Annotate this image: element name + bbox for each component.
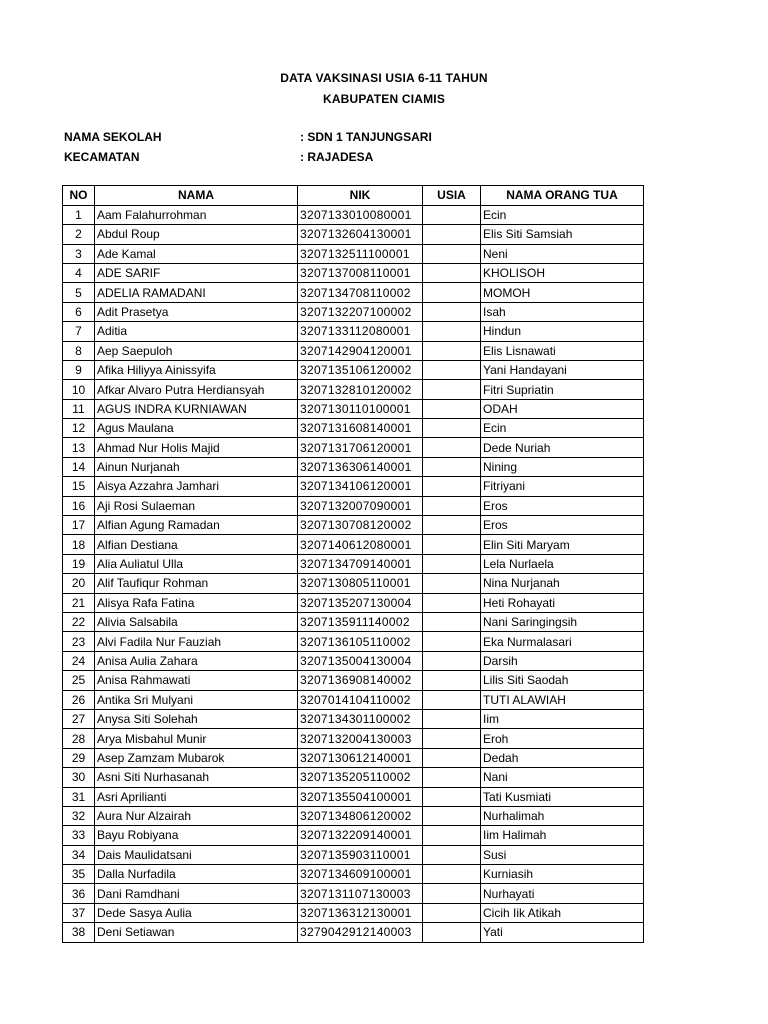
table-row [63, 535, 644, 554]
row-usia [423, 341, 481, 360]
row-usia [423, 690, 481, 709]
row-nik: 3207135106120002 [298, 360, 423, 379]
row-nik: 3207130708120002 [298, 516, 423, 535]
row-nama-orang-tua: MOMOH [481, 283, 644, 302]
row-usia [423, 865, 481, 884]
table-row [63, 593, 644, 612]
row-no: 5 [63, 283, 95, 302]
row-no: 21 [63, 593, 95, 612]
row-no: 3 [63, 244, 95, 263]
row-usia [423, 632, 481, 651]
row-nik: 3207133112080001 [298, 322, 423, 341]
row-no: 9 [63, 360, 95, 379]
district-value: : RAJADESA [300, 150, 374, 164]
row-usia [423, 419, 481, 438]
table-row [63, 768, 644, 787]
table-row [63, 923, 644, 942]
row-nama-orang-tua: TUTI ALAWIAH [481, 690, 644, 709]
row-no: 32 [63, 806, 95, 825]
row-nama: Alia Auliatul Ulla [95, 554, 298, 573]
row-usia [423, 729, 481, 748]
vaccination-table [62, 185, 644, 943]
row-usia [423, 651, 481, 670]
header-nik: NIK [298, 186, 423, 206]
row-nama: Adit Prasetya [95, 302, 298, 321]
row-no: 4 [63, 263, 95, 282]
row-no: 31 [63, 787, 95, 806]
row-usia [423, 360, 481, 379]
row-nama: Asni Siti Nurhasanah [95, 768, 298, 787]
row-nama: Bayu Robiyana [95, 826, 298, 845]
table-row [63, 380, 644, 399]
row-nik: 3207132207100002 [298, 302, 423, 321]
row-nik: 3207131107130003 [298, 884, 423, 903]
table-row [63, 322, 644, 341]
row-no: 29 [63, 748, 95, 767]
row-nik: 3207135004130004 [298, 651, 423, 670]
row-no: 15 [63, 477, 95, 496]
row-nama-orang-tua: Heti Rohayati [481, 593, 644, 612]
row-nama-orang-tua: Dede Nuriah [481, 438, 644, 457]
table-row [63, 399, 644, 418]
header-nama-orang-tua: NAMA ORANG TUA [481, 186, 644, 206]
row-nama-orang-tua: Ecin [481, 205, 644, 224]
row-nik: 3207131608140001 [298, 419, 423, 438]
table-row [63, 516, 644, 535]
title-line-2: KABUPATEN CIAMIS [322, 92, 446, 106]
row-nik: 3207132007090001 [298, 496, 423, 515]
row-nama: Dede Sasya Aulia [95, 903, 298, 922]
row-usia [423, 826, 481, 845]
row-nama-orang-tua: Nurhayati [481, 884, 644, 903]
row-nama-orang-tua: Nining [481, 457, 644, 476]
row-nik: 3207131706120001 [298, 438, 423, 457]
row-no: 27 [63, 709, 95, 728]
row-usia [423, 768, 481, 787]
row-nama-orang-tua: Eros [481, 516, 644, 535]
row-nama: ADE SARIF [95, 263, 298, 282]
row-nama-orang-tua: Nani [481, 768, 644, 787]
row-no: 35 [63, 865, 95, 884]
row-nama-orang-tua: Isah [481, 302, 644, 321]
row-no: 36 [63, 884, 95, 903]
row-nama: Dani Ramdhani [95, 884, 298, 903]
row-usia [423, 593, 481, 612]
row-nama: Anisa Aulia Zahara [95, 651, 298, 670]
row-usia [423, 787, 481, 806]
row-no: 37 [63, 903, 95, 922]
row-nik: 3207134106120001 [298, 477, 423, 496]
table-row [63, 671, 644, 690]
table-row [63, 419, 644, 438]
row-nik: 3207135207130004 [298, 593, 423, 612]
row-usia [423, 748, 481, 767]
row-usia [423, 438, 481, 457]
row-nama-orang-tua: Elis Lisnawati [481, 341, 644, 360]
row-nik: 3207130110100001 [298, 399, 423, 418]
row-no: 28 [63, 729, 95, 748]
row-nama-orang-tua: Lilis Siti Saodah [481, 671, 644, 690]
row-nik: 3207136105110002 [298, 632, 423, 651]
table-row [63, 360, 644, 379]
row-no: 22 [63, 613, 95, 632]
row-nama: Deni Setiawan [95, 923, 298, 942]
row-usia [423, 496, 481, 515]
table-row [63, 865, 644, 884]
row-usia [423, 322, 481, 341]
school-value: : SDN 1 TANJUNGSARI [300, 130, 432, 144]
table-row [63, 748, 644, 767]
row-no: 25 [63, 671, 95, 690]
row-usia [423, 244, 481, 263]
table-row [63, 302, 644, 321]
row-nama-orang-tua: Yati [481, 923, 644, 942]
row-no: 2 [63, 225, 95, 244]
row-nik: 3207134708110002 [298, 283, 423, 302]
row-nama: Antika Sri Mulyani [95, 690, 298, 709]
row-usia [423, 399, 481, 418]
row-no: 23 [63, 632, 95, 651]
row-nama: Afika Hiliyya Ainissyifa [95, 360, 298, 379]
row-no: 8 [63, 341, 95, 360]
row-usia [423, 225, 481, 244]
row-nama: Agus Maulana [95, 419, 298, 438]
row-nik: 3207130805110001 [298, 574, 423, 593]
row-nama-orang-tua: Eroh [481, 729, 644, 748]
row-nama-orang-tua: Cicih Iik Atikah [481, 903, 644, 922]
row-no: 18 [63, 535, 95, 554]
row-usia [423, 283, 481, 302]
table-row [63, 826, 644, 845]
row-no: 6 [63, 302, 95, 321]
table-row [63, 477, 644, 496]
row-nik: 3207134709140001 [298, 554, 423, 573]
table-row [63, 457, 644, 476]
row-nik: 3207134301100002 [298, 709, 423, 728]
table-row [63, 613, 644, 632]
row-nama-orang-tua: Iim [481, 709, 644, 728]
row-nama: AGUS INDRA KURNIAWAN [95, 399, 298, 418]
row-usia [423, 457, 481, 476]
row-nama: Aditia [95, 322, 298, 341]
row-nik: 3207130612140001 [298, 748, 423, 767]
row-nama: Ainun Nurjanah [95, 457, 298, 476]
row-nik: 3207132604130001 [298, 225, 423, 244]
row-no: 20 [63, 574, 95, 593]
row-nama: ADELIA RAMADANI [95, 283, 298, 302]
row-no: 19 [63, 554, 95, 573]
row-nama: Alfian Destiana [95, 535, 298, 554]
row-no: 13 [63, 438, 95, 457]
row-nama: Asep Zamzam Mubarok [95, 748, 298, 767]
row-nama: Aam Falahurrohman [95, 205, 298, 224]
row-nama: Anisa Rahmawati [95, 671, 298, 690]
row-nama: Arya Misbahul Munir [95, 729, 298, 748]
row-nama-orang-tua: Kurniasih [481, 865, 644, 884]
row-nik: 3207136306140001 [298, 457, 423, 476]
table-row [63, 729, 644, 748]
row-nama: Aisya Azzahra Jamhari [95, 477, 298, 496]
header-nama: NAMA [95, 186, 298, 206]
row-nik: 3279042912140003 [298, 923, 423, 942]
row-nama: Alfian Agung Ramadan [95, 516, 298, 535]
row-nik: 3207134806120002 [298, 806, 423, 825]
row-usia [423, 671, 481, 690]
row-usia [423, 923, 481, 942]
row-nik: 3207136312130001 [298, 903, 423, 922]
row-usia [423, 554, 481, 573]
table-row [63, 554, 644, 573]
row-nama: Alvi Fadila Nur Fauziah [95, 632, 298, 651]
table-row [63, 438, 644, 457]
row-nama-orang-tua: Elin Siti Maryam [481, 535, 644, 554]
row-usia [423, 806, 481, 825]
row-nama-orang-tua: KHOLISOH [481, 263, 644, 282]
row-nik: 3207135903110001 [298, 845, 423, 864]
row-nik: 3207132209140001 [298, 826, 423, 845]
table-row [63, 845, 644, 864]
row-nama-orang-tua: Neni [481, 244, 644, 263]
header-no: NO [63, 186, 95, 206]
row-usia [423, 516, 481, 535]
row-nama-orang-tua: Fitri Supriatin [481, 380, 644, 399]
row-usia [423, 302, 481, 321]
row-usia [423, 613, 481, 632]
row-usia [423, 535, 481, 554]
row-nik: 3207132004130003 [298, 729, 423, 748]
row-nama-orang-tua: Darsih [481, 651, 644, 670]
table-row [63, 341, 644, 360]
row-no: 34 [63, 845, 95, 864]
row-usia [423, 205, 481, 224]
row-nama-orang-tua: Fitriyani [481, 477, 644, 496]
row-nama-orang-tua: Iim Halimah [481, 826, 644, 845]
table-row [63, 574, 644, 593]
table-row [63, 283, 644, 302]
row-no: 30 [63, 768, 95, 787]
row-nama: Abdul Roup [95, 225, 298, 244]
table-row [63, 244, 644, 263]
row-usia [423, 574, 481, 593]
row-nama: Aura Nur Alzairah [95, 806, 298, 825]
row-nik: 3207133010080001 [298, 205, 423, 224]
row-nama-orang-tua: Nani Saringingsih [481, 613, 644, 632]
row-nama: Ahmad Nur Holis Majid [95, 438, 298, 457]
row-nama-orang-tua: ODAH [481, 399, 644, 418]
row-nik: 3207137008110001 [298, 263, 423, 282]
row-no: 14 [63, 457, 95, 476]
table-row [63, 690, 644, 709]
row-nik: 3207135504100001 [298, 787, 423, 806]
row-no: 38 [63, 923, 95, 942]
row-nama-orang-tua: Nurhalimah [481, 806, 644, 825]
row-no: 10 [63, 380, 95, 399]
row-nama: Ade Kamal [95, 244, 298, 263]
row-nik: 3207014104110002 [298, 690, 423, 709]
row-no: 17 [63, 516, 95, 535]
row-usia [423, 263, 481, 282]
row-nama: Afkar Alvaro Putra Herdiansyah [95, 380, 298, 399]
row-nama: Aep Saepuloh [95, 341, 298, 360]
row-no: 7 [63, 322, 95, 341]
table-row [63, 651, 644, 670]
row-nama-orang-tua: Ecin [481, 419, 644, 438]
row-usia [423, 903, 481, 922]
row-nama-orang-tua: Hindun [481, 322, 644, 341]
row-no: 16 [63, 496, 95, 515]
table-row [63, 709, 644, 728]
row-nama-orang-tua: Tati Kusmiati [481, 787, 644, 806]
row-nama-orang-tua: Yani Handayani [481, 360, 644, 379]
table-row [63, 263, 644, 282]
table-row [63, 903, 644, 922]
row-usia [423, 884, 481, 903]
row-usia [423, 477, 481, 496]
row-nik: 3207134609100001 [298, 865, 423, 884]
row-usia [423, 380, 481, 399]
row-usia [423, 845, 481, 864]
row-nama: Alivia Salsabila [95, 613, 298, 632]
row-nama-orang-tua: Dedah [481, 748, 644, 767]
table-row [63, 787, 644, 806]
row-nama: Alisya Rafa Fatina [95, 593, 298, 612]
row-nik: 3207136908140002 [298, 671, 423, 690]
row-nik: 3207140612080001 [298, 535, 423, 554]
row-no: 24 [63, 651, 95, 670]
row-nik: 3207135205110002 [298, 768, 423, 787]
table-row [63, 632, 644, 651]
row-nama-orang-tua: Eros [481, 496, 644, 515]
row-nik: 3207132810120002 [298, 380, 423, 399]
row-nama: Asri Aprilianti [95, 787, 298, 806]
row-nama: Dais Maulidatsani [95, 845, 298, 864]
header-usia: USIA [423, 186, 481, 206]
row-no: 12 [63, 419, 95, 438]
row-nama: Aji Rosi Sulaeman [95, 496, 298, 515]
row-nama-orang-tua: Nina Nurjanah [481, 574, 644, 593]
row-no: 33 [63, 826, 95, 845]
table-row [63, 496, 644, 515]
row-nama: Alif Taufiqur Rohman [95, 574, 298, 593]
row-nama-orang-tua: Lela Nurlaela [481, 554, 644, 573]
row-nama-orang-tua: Elis Siti Samsiah [481, 225, 644, 244]
row-usia [423, 709, 481, 728]
row-no: 26 [63, 690, 95, 709]
row-nik: 3207135911140002 [298, 613, 423, 632]
table-row [63, 806, 644, 825]
table-header-row [63, 186, 644, 206]
district-label: KECAMATAN [64, 150, 140, 164]
row-nama: Anysa Siti Solehah [95, 709, 298, 728]
row-no: 11 [63, 399, 95, 418]
row-nama: Dalla Nurfadila [95, 865, 298, 884]
row-no: 1 [63, 205, 95, 224]
school-label: NAMA SEKOLAH [64, 130, 162, 144]
table-row [63, 225, 644, 244]
row-nama-orang-tua: Eka Nurmalasari [481, 632, 644, 651]
title-line-1: DATA VAKSINASI USIA 6-11 TAHUN [280, 71, 488, 85]
row-nama-orang-tua: Susi [481, 845, 644, 864]
table-row [63, 884, 644, 903]
row-nik: 3207132511100001 [298, 244, 423, 263]
table-row [63, 205, 644, 224]
row-nik: 3207142904120001 [298, 341, 423, 360]
